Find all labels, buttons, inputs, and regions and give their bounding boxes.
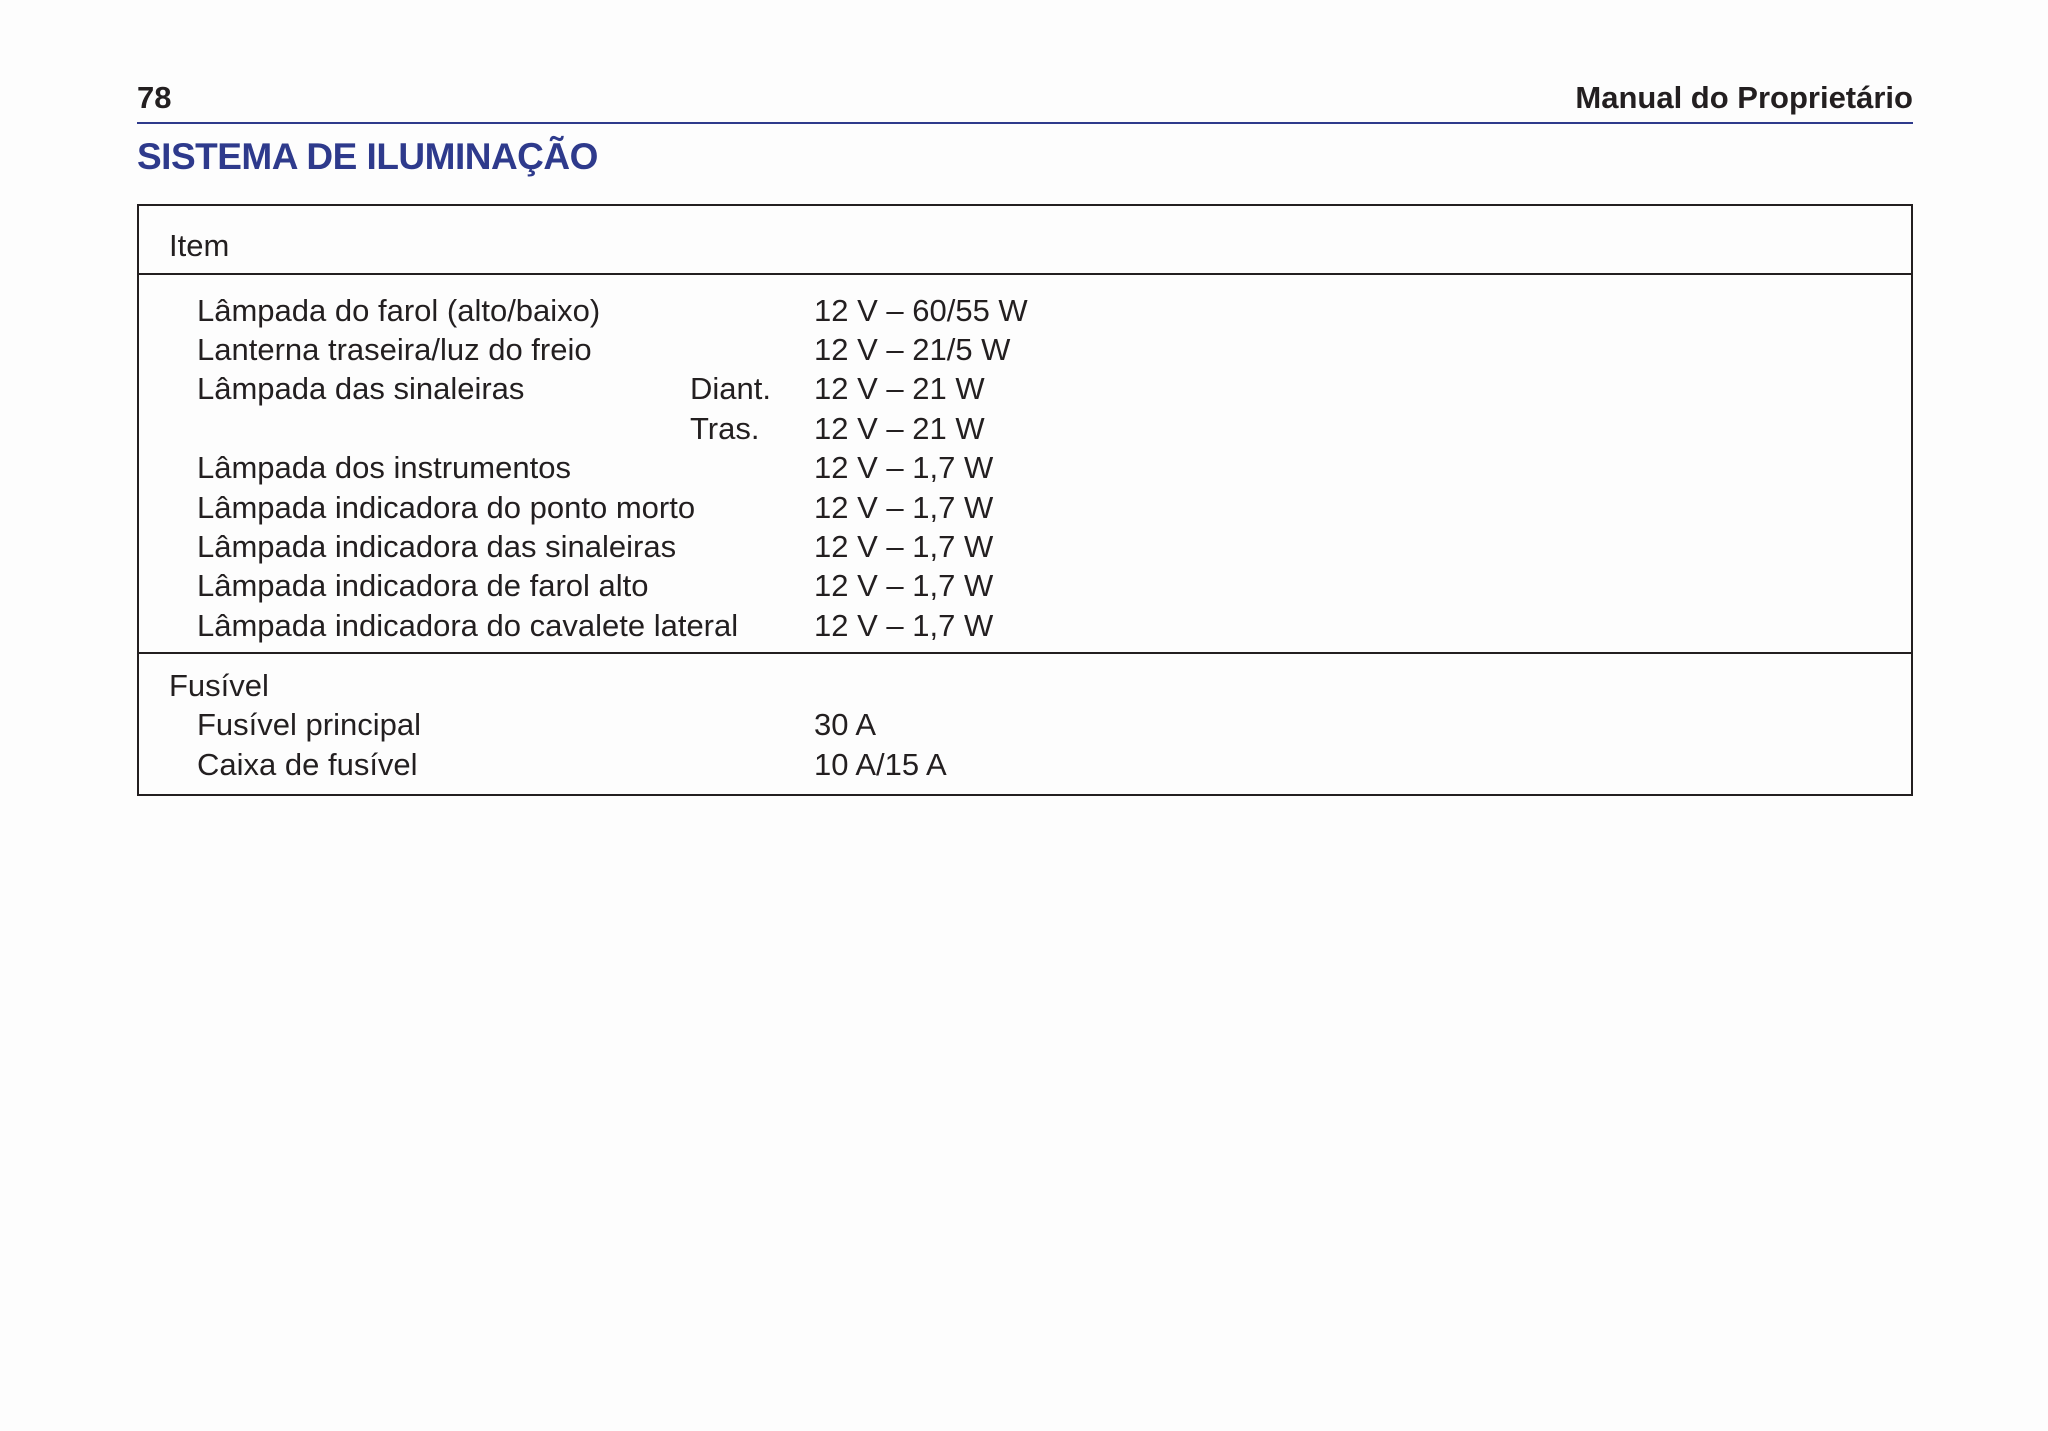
table-row [139,745,1911,785]
lamp-name: Lâmpada dos instrumentos [197,450,571,485]
lamp-spec: 12 V – 60/55 W [814,293,1028,328]
page-header [137,78,1913,124]
table-row [139,566,1911,606]
lamp-spec: 12 V – 21 W [814,411,985,446]
lamp-name: Lâmpada do farol (alto/baixo) [197,293,601,328]
lamp-spec: 12 V – 1,7 W [814,529,994,564]
fuse-spec: 30 A [814,707,877,742]
table-row [139,409,1911,449]
lamp-position: Diant. [690,371,771,406]
table-row [139,330,1911,370]
table-row [139,291,1911,331]
table-row [139,369,1911,409]
table-row [139,488,1911,528]
lamp-name: Lanterna traseira/luz do freio [197,332,592,367]
table-header [139,206,1911,275]
lamp-spec: 12 V – 1,7 W [814,608,994,643]
fuse-name: Caixa de fusível [197,747,418,782]
lamp-position: Tras. [690,411,760,446]
table-header-label: Item [169,228,230,263]
lamp-name: Lâmpada indicadora das sinaleiras [197,529,677,564]
section-title: SISTEMA DE ILUMINAÇÃO [137,136,598,177]
lamp-section [139,275,1911,654]
lamp-spec: 12 V – 1,7 W [814,490,994,525]
table-row [139,606,1911,646]
fuse-section [139,654,1911,794]
fuse-spec: 10 A/15 A [814,747,947,782]
table-row [139,448,1911,488]
lamp-name: Lâmpada indicadora do cavalete lateral [197,608,739,643]
lamp-name: Lâmpada indicadora de farol alto [197,568,649,603]
lamp-spec: 12 V – 21/5 W [814,332,1011,367]
spec-table [137,204,1913,796]
page-number: 78 [137,80,172,115]
lamp-spec: 12 V – 21 W [814,371,985,406]
fuse-group-row [139,666,1911,706]
table-row [139,705,1911,745]
lamp-name: Lâmpada das sinaleiras [197,371,525,406]
fuse-group-label: Fusível [169,668,269,703]
lamp-spec: 12 V – 1,7 W [814,568,994,603]
lamp-name: Lâmpada indicadora do ponto morto [197,490,696,525]
manual-title: Manual do Proprietário [1575,80,1913,115]
fuse-name: Fusível principal [197,707,421,742]
lamp-spec: 12 V – 1,7 W [814,450,994,485]
table-row [139,527,1911,567]
